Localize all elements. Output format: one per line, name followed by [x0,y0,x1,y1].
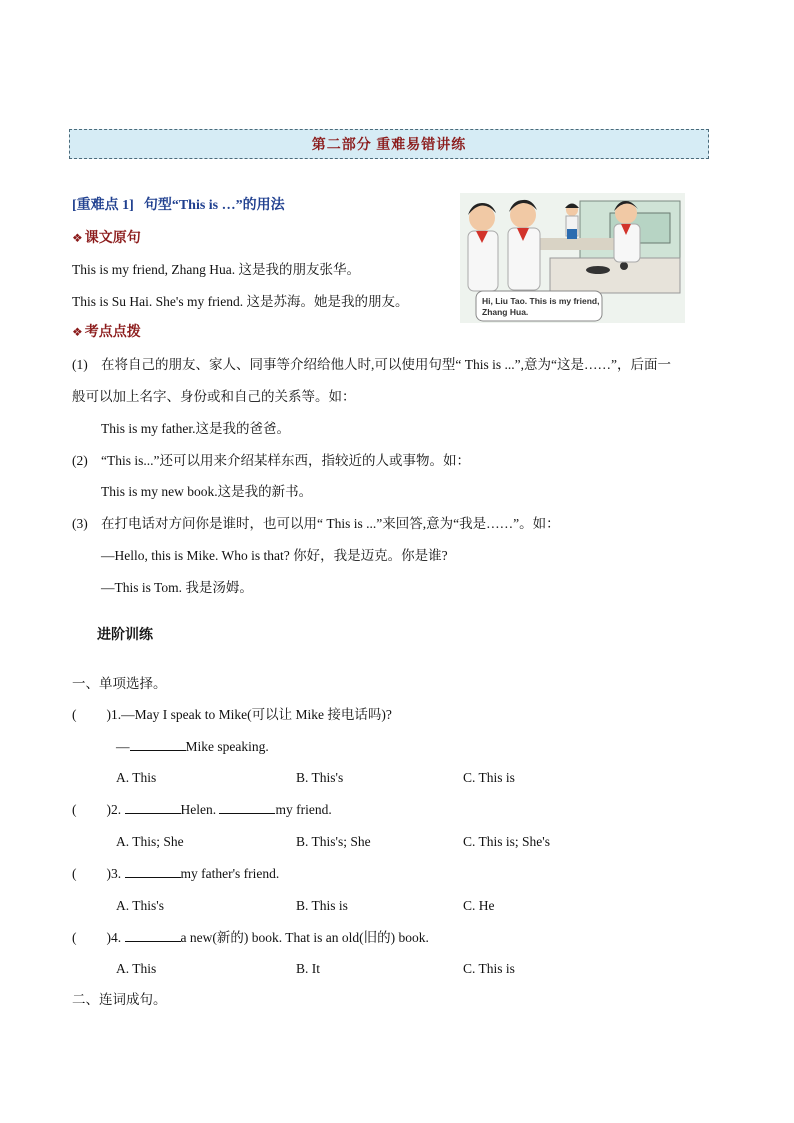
question-1-line2 [116,738,269,756]
dash: — [116,739,130,754]
speech-bubble [482,296,599,318]
fill-blank[interactable] [125,929,181,942]
question-number: )3. [106,866,122,881]
tips-heading [72,321,141,341]
lesson-heading [72,227,141,247]
lesson-line: This is Su Hai. She's my friend. 这是苏海。她是我的朋友。 [72,294,409,309]
question-text: a new(新的) book. That is an old(旧的) book. [180,930,429,945]
lesson-line: This is my friend, Zhang Hua. 这是我的朋友张华。 [72,262,360,277]
diamond-icon: ❖ [72,231,83,245]
practice-title: 进阶训练 [97,628,153,643]
option-b[interactable]: B. This is [296,898,348,913]
banner-title: 第二部分 重难易错讲练 [311,138,467,153]
option-c[interactable]: C. He [463,898,495,913]
tip-text: “This is...”还可以用来介绍某样东西，指较近的人或事物。如： [101,453,470,468]
option-a[interactable]: A. This [116,961,157,976]
speech-line: Zhang Hua. [482,307,529,317]
diamond-icon: ❖ [72,325,83,339]
tip-text: 般可以加上名字、身份或和自己的关系等。如： [72,389,356,404]
section-banner [69,129,709,159]
question-text: Helen. [180,802,217,817]
keypoint-title: 句型“This is …”的用法 [143,198,285,213]
section-heading: 二、连词成句。 [72,992,167,1007]
answer-paren-open: ( [72,866,77,881]
option-c[interactable]: C. This is [463,770,515,785]
option-a[interactable]: A. This; She [116,834,184,849]
question-number: )4. [106,930,122,945]
tip-example: —Hello, this is Mike. Who is that? 你好，我是迈克。你是谁? [101,548,448,563]
fill-blank[interactable] [125,801,181,814]
fill-blank[interactable] [219,801,275,814]
question-stem: —May I speak to Mike(可以让 Mike 接电话吗)? [121,707,392,722]
answer-paren-open: ( [72,930,77,945]
option-b[interactable]: B. This's; She [296,834,371,849]
lesson-heading-text: 课文原句 [84,231,141,246]
tip-example: This is my father.这是我的爸爸。 [101,421,290,436]
question-3 [72,865,279,883]
keypoint-heading [72,194,285,214]
tip-text: 在将自己的朋友、家人、同事等介绍给他人时,可以使用句型“ This is ...”,意为“这是……”，后面一 [101,357,671,372]
option-a[interactable]: A. This's [116,898,164,913]
tip-number: (1) [72,357,88,372]
fill-blank[interactable] [125,865,181,878]
answer-paren-open: ( [72,707,77,722]
keypoint-label: [重难点 1] [72,198,134,213]
question-text: Mike speaking. [185,739,269,754]
answer-paren-open: ( [72,802,77,817]
tip-number: (3) [72,516,88,531]
speech-line: Hi, Liu Tao. This is my friend, [482,296,600,306]
tip-number: (2) [72,453,88,468]
tips-heading-text: 考点点拨 [84,325,141,340]
tip-text: 在打电话对方问你是谁时，也可以用“ This is ...”来回答,意为“我是……”。如： [101,516,560,531]
section-heading: 一、单项选择。 [72,676,167,691]
tip-example: This is my new book.这是我的新书。 [101,484,313,499]
tip-example: —This is Tom. 我是汤姆。 [101,580,253,595]
question-text: my friend. [275,802,332,817]
question-2 [72,801,332,819]
classroom-illustration [460,193,685,323]
option-b[interactable]: B. It [296,961,321,976]
fill-blank[interactable] [130,738,186,751]
question-number: )1. [106,707,122,722]
option-a[interactable]: A. This [116,770,157,785]
question-text: my father's friend. [180,866,280,881]
option-b[interactable]: B. This's [296,770,344,785]
question-4 [72,929,429,947]
option-c[interactable]: C. This is; She's [463,834,550,849]
question-1 [72,706,392,724]
option-c[interactable]: C. This is [463,961,515,976]
question-number: )2. [106,802,122,817]
